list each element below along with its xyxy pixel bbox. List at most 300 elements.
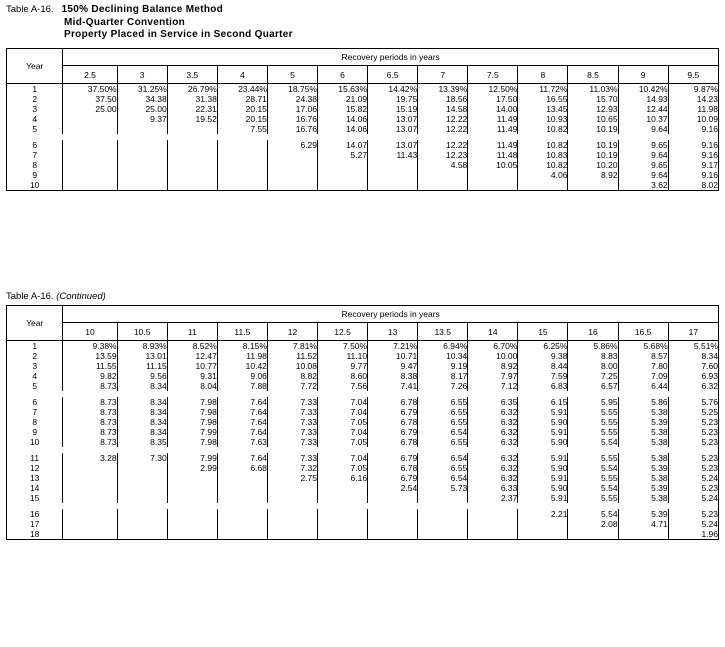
rate-cell <box>63 519 117 529</box>
rate-cell: 19.52 <box>167 114 217 124</box>
rate-cell: 7.09 <box>618 371 668 381</box>
col-header-top-12: 9.5 <box>668 66 718 84</box>
header-year-top: Year <box>7 49 63 84</box>
title-block <box>6 4 706 42</box>
rate-cell <box>468 180 518 191</box>
rate-cell: 5.90 <box>518 417 568 427</box>
rate-cell: 10.20 <box>568 160 618 170</box>
rate-cell <box>267 509 317 519</box>
table-cont-column-header-row <box>7 323 719 341</box>
rate-cell: 6.78 <box>368 463 418 473</box>
rate-cell: 8.83 <box>568 351 618 361</box>
rate-cell: 6.44 <box>618 381 668 391</box>
rate-cell <box>568 529 618 540</box>
rate-cell: 7.04 <box>318 453 368 463</box>
rate-cell: 7.98 <box>167 397 217 407</box>
rate-cell: 7.33 <box>267 407 317 417</box>
rate-cell: 5.54 <box>568 509 618 519</box>
col-header-top-2: 3.5 <box>167 66 217 84</box>
rate-cell: 11.43 <box>368 150 418 160</box>
rate-cell: 2.08 <box>568 519 618 529</box>
rate-cell: 9.56 <box>117 371 167 381</box>
rate-cell <box>267 483 317 493</box>
rate-cell: 9.19 <box>418 361 468 371</box>
rate-cell: 7.97 <box>468 371 518 381</box>
row-year-cell: 7 <box>7 407 63 417</box>
rate-cell: 6.32 <box>468 453 518 463</box>
rate-cell: 5.39 <box>618 417 668 427</box>
rate-cell <box>368 170 418 180</box>
table-title-line2: Mid-Quarter Convention <box>64 16 186 28</box>
table-row <box>7 381 719 391</box>
rate-cell: 6.55 <box>418 437 468 447</box>
rate-cell <box>217 473 267 483</box>
rate-cell: 7.33 <box>267 453 317 463</box>
rate-cell: 9.38 <box>518 351 568 361</box>
rate-cell <box>117 473 167 483</box>
rate-cell: 37.50 <box>63 94 117 104</box>
title-row <box>6 4 706 17</box>
rate-cell: 3.62 <box>618 180 668 191</box>
rate-cell: 6.78 <box>368 437 418 447</box>
rate-cell: 7.64 <box>217 417 267 427</box>
rate-cell: 13.59 <box>63 351 117 361</box>
rate-cell: 5.38 <box>618 427 668 437</box>
rate-cell <box>217 160 267 170</box>
rate-cell: 6.32 <box>468 473 518 483</box>
rate-cell <box>618 529 668 540</box>
table-row <box>7 473 719 483</box>
rate-cell: 8.34 <box>117 427 167 437</box>
rate-cell: 11.52 <box>267 351 317 361</box>
rate-cell: 7.55 <box>217 124 267 134</box>
rate-cell: 7.33 <box>267 397 317 407</box>
rate-cell: 5.23 <box>668 453 718 463</box>
rate-cell: 5.91 <box>518 473 568 483</box>
rate-cell <box>318 509 368 519</box>
rate-cell: 4.58 <box>418 160 468 170</box>
rate-cell: 8.34 <box>117 417 167 427</box>
table-row <box>7 519 719 529</box>
rate-cell: 10.77 <box>167 361 217 371</box>
rate-cell: 7.64 <box>217 453 267 463</box>
rate-cell: 6.15 <box>518 397 568 407</box>
rate-cell: 6.25% <box>518 341 568 352</box>
col-header-cont-3: 11.5 <box>217 323 267 341</box>
rate-cell: 12.44 <box>618 104 668 114</box>
rate-cell: 4.71 <box>618 519 668 529</box>
rate-cell: 8.34 <box>117 381 167 391</box>
rate-cell: 14.58 <box>418 104 468 114</box>
row-year-cell: 9 <box>7 170 63 180</box>
continued-label <box>6 291 106 302</box>
rate-cell <box>117 529 167 540</box>
rate-cell <box>63 509 117 519</box>
rate-cell: 26.79% <box>167 84 217 95</box>
row-year-cell: 2 <box>7 351 63 361</box>
rate-cell <box>117 170 167 180</box>
rate-cell: 2.37 <box>468 493 518 503</box>
rate-cell <box>167 493 217 503</box>
row-year-cell: 7 <box>7 150 63 160</box>
rate-cell: 6.55 <box>418 397 468 407</box>
row-year-cell: 11 <box>7 453 63 463</box>
rate-cell <box>167 509 217 519</box>
rate-cell: 6.32 <box>668 381 718 391</box>
rate-cell: 7.99 <box>167 427 217 437</box>
rate-cell: 5.51% <box>668 341 718 352</box>
rate-cell: 3.28 <box>63 453 117 463</box>
table-row <box>7 84 719 95</box>
rate-cell: 13.45 <box>518 104 568 114</box>
rate-cell: 37.50% <box>63 84 117 95</box>
rate-cell: 5.55 <box>568 493 618 503</box>
rate-cell <box>167 519 217 529</box>
table-row <box>7 94 719 104</box>
rate-cell: 6.78 <box>368 417 418 427</box>
rate-cell: 5.27 <box>318 150 368 160</box>
rate-cell <box>267 180 317 191</box>
col-header-cont-7: 13.5 <box>418 323 468 341</box>
rate-cell <box>368 160 418 170</box>
rate-cell: 6.55 <box>418 463 468 473</box>
rate-cell: 34.38 <box>117 94 167 104</box>
rate-cell: 8.57 <box>618 351 668 361</box>
rate-cell <box>518 180 568 191</box>
rate-cell <box>217 509 267 519</box>
rate-cell: 13.07 <box>368 124 418 134</box>
rate-cell: 5.91 <box>518 493 568 503</box>
row-year-cell: 2 <box>7 94 63 104</box>
rate-cell: 7.33 <box>267 427 317 437</box>
col-header-cont-6: 13 <box>368 323 418 341</box>
rate-cell: 12.22 <box>418 114 468 124</box>
rate-cell: 8.38 <box>368 371 418 381</box>
rate-cell: 7.64 <box>217 407 267 417</box>
rate-cell: 7.04 <box>318 427 368 437</box>
rate-cell: 10.42 <box>217 361 267 371</box>
rate-cell <box>117 519 167 529</box>
row-year-cell: 15 <box>7 493 63 503</box>
rate-cell: 10.19 <box>568 150 618 160</box>
rate-cell: 25.00 <box>117 104 167 114</box>
rate-cell: 5.91 <box>518 407 568 417</box>
rate-cell <box>63 140 117 150</box>
rate-cell <box>418 509 468 519</box>
table-row <box>7 427 719 437</box>
table-top-body <box>7 84 719 191</box>
col-header-top-0: 2.5 <box>63 66 117 84</box>
rate-cell <box>217 150 267 160</box>
row-year-cell: 18 <box>7 529 63 540</box>
table-title-line1: 150% Declining Balance Method <box>61 4 224 15</box>
rate-cell: 7.25 <box>568 371 618 381</box>
rate-cell: 8.35 <box>117 437 167 447</box>
col-header-cont-8: 14 <box>468 323 518 341</box>
rate-cell: 10.00 <box>468 351 518 361</box>
rate-cell: 5.25 <box>668 407 718 417</box>
rate-cell: 2.99 <box>167 463 217 473</box>
rate-cell <box>368 509 418 519</box>
rate-cell <box>518 529 568 540</box>
rate-cell: 8.44 <box>518 361 568 371</box>
table-row <box>7 493 719 503</box>
rate-cell: 6.83 <box>518 381 568 391</box>
rate-cell: 13.07 <box>368 114 418 124</box>
rate-cell: 8.82 <box>267 371 317 381</box>
rate-cell <box>167 140 217 150</box>
rate-cell <box>167 150 217 160</box>
rate-cell: 7.05 <box>318 437 368 447</box>
rate-cell <box>267 170 317 180</box>
table-row <box>7 453 719 463</box>
rate-cell: 22.31 <box>167 104 217 114</box>
rate-cell: 8.73 <box>63 427 117 437</box>
rate-cell <box>63 170 117 180</box>
row-year-cell: 14 <box>7 483 63 493</box>
col-header-cont-9: 15 <box>518 323 568 341</box>
rate-cell <box>318 160 368 170</box>
rate-cell: 5.23 <box>668 509 718 519</box>
col-header-cont-0: 10 <box>63 323 117 341</box>
rate-cell: 16.76 <box>267 124 317 134</box>
rate-cell <box>63 493 117 503</box>
col-header-top-9: 8 <box>518 66 568 84</box>
rate-cell: 15.63% <box>318 84 368 95</box>
rate-cell: 11.10 <box>318 351 368 361</box>
rate-cell <box>167 124 217 134</box>
rate-cell: 8.34 <box>117 407 167 417</box>
rate-cell: 7.05 <box>318 417 368 427</box>
rate-cell: 2.54 <box>368 483 418 493</box>
table-label: Table A-16. <box>6 4 54 15</box>
row-year-cell: 13 <box>7 473 63 483</box>
rate-cell: 10.19 <box>568 124 618 134</box>
rate-cell <box>117 140 167 150</box>
rate-cell: 9.38% <box>63 341 117 352</box>
rate-cell: 28.71 <box>217 94 267 104</box>
rate-cell: 15.82 <box>318 104 368 114</box>
rate-cell: 19.75 <box>368 94 418 104</box>
row-year-cell: 10 <box>7 437 63 447</box>
rate-cell: 6.32 <box>468 463 518 473</box>
rate-cell: 5.39 <box>618 483 668 493</box>
rate-cell: 14.00 <box>468 104 518 114</box>
col-header-cont-10: 16 <box>568 323 618 341</box>
table-title-line3: Property Placed in Service in Second Quarter <box>64 29 293 40</box>
rate-cell: 7.64 <box>217 427 267 437</box>
rate-cell <box>518 519 568 529</box>
header-recovery-periods-cont: Recovery periods in years <box>63 306 719 323</box>
col-header-top-4: 5 <box>267 66 317 84</box>
rate-cell: 1.96 <box>668 529 718 540</box>
rate-cell: 5.38 <box>618 453 668 463</box>
rate-cell: 16.76 <box>267 114 317 124</box>
rate-cell: 5.55 <box>568 407 618 417</box>
rate-cell: 17.06 <box>267 104 317 114</box>
rate-cell: 24.38 <box>267 94 317 104</box>
rate-cell: 5.38 <box>618 437 668 447</box>
rate-cell <box>63 124 117 134</box>
rate-cell: 9.16 <box>668 124 718 134</box>
rate-cell: 5.38 <box>618 493 668 503</box>
rate-cell: 31.25% <box>117 84 167 95</box>
rate-cell: 5.23 <box>668 437 718 447</box>
rate-cell <box>267 529 317 540</box>
table-row <box>7 371 719 381</box>
rate-cell: 9.37 <box>117 114 167 124</box>
rate-cell: 7.12 <box>468 381 518 391</box>
rate-cell: 5.91 <box>518 453 568 463</box>
header-year-cont: Year <box>7 306 63 341</box>
rate-cell: 6.35 <box>468 397 518 407</box>
rate-cell: 12.22 <box>418 140 468 150</box>
rate-cell: 6.68 <box>217 463 267 473</box>
rate-cell: 7.81% <box>267 341 317 352</box>
rate-cell: 10.09 <box>668 114 718 124</box>
rate-cell: 10.65 <box>568 114 618 124</box>
rate-cell <box>368 180 418 191</box>
rate-cell: 13.39% <box>418 84 468 95</box>
rate-cell <box>368 519 418 529</box>
rate-cell <box>418 529 468 540</box>
table-row <box>7 124 719 134</box>
rate-cell: 5.54 <box>568 463 618 473</box>
rate-cell: 11.49 <box>468 140 518 150</box>
rate-cell <box>217 170 267 180</box>
rate-cell: 10.93 <box>518 114 568 124</box>
rate-cell: 6.16 <box>318 473 368 483</box>
rate-cell: 31.38 <box>167 94 217 104</box>
rate-cell: 10.82 <box>518 160 568 170</box>
rate-cell: 16.55 <box>518 94 568 104</box>
rate-cell: 15.70 <box>568 94 618 104</box>
col-header-cont-2: 11 <box>167 323 217 341</box>
rate-cell <box>117 463 167 473</box>
rate-cell: 5.24 <box>668 473 718 483</box>
rate-cell: 7.50% <box>318 341 368 352</box>
rate-cell <box>468 509 518 519</box>
continued-note: (Continued) <box>56 291 106 302</box>
rate-cell: 20.15 <box>217 114 267 124</box>
rate-cell: 10.19 <box>568 140 618 150</box>
rate-cell: 9.65 <box>618 160 668 170</box>
rate-cell: 6.54 <box>418 473 468 483</box>
rate-cell: 5.76 <box>668 397 718 407</box>
rate-cell: 9.16 <box>668 170 718 180</box>
rate-cell: 9.64 <box>618 170 668 180</box>
rate-cell <box>63 180 117 191</box>
rate-cell: 5.39 <box>618 509 668 519</box>
row-year-cell: 4 <box>7 114 63 124</box>
rate-cell: 7.98 <box>167 417 217 427</box>
rate-cell: 8.93% <box>117 341 167 352</box>
rate-cell <box>117 180 167 191</box>
table-row <box>7 140 719 150</box>
rate-cell: 5.95 <box>568 397 618 407</box>
rate-cell: 5.54 <box>568 437 618 447</box>
rate-cell <box>468 170 518 180</box>
rate-cell: 11.55 <box>63 361 117 371</box>
table-top-column-header-row <box>7 66 719 84</box>
rate-cell: 17.50 <box>468 94 518 104</box>
row-year-cell: 1 <box>7 341 63 352</box>
rate-cell: 8.73 <box>63 397 117 407</box>
rate-cell <box>318 519 368 529</box>
rate-cell: 7.33 <box>267 437 317 447</box>
rate-cell: 11.49 <box>468 124 518 134</box>
row-year-cell: 3 <box>7 104 63 114</box>
row-year-cell: 3 <box>7 361 63 371</box>
row-year-cell: 6 <box>7 397 63 407</box>
rate-cell: 12.22 <box>418 124 468 134</box>
rate-cell: 6.78 <box>368 397 418 407</box>
row-year-cell: 8 <box>7 160 63 170</box>
rate-cell: 8.17 <box>418 371 468 381</box>
rate-cell <box>318 483 368 493</box>
table-cont-group-header-row <box>7 306 719 323</box>
col-header-top-10: 8.5 <box>568 66 618 84</box>
table-row <box>7 361 719 371</box>
rate-cell <box>267 150 317 160</box>
rate-cell: 5.23 <box>668 427 718 437</box>
rate-cell <box>217 140 267 150</box>
rate-cell: 8.73 <box>63 381 117 391</box>
table-row <box>7 463 719 473</box>
rate-cell <box>117 124 167 134</box>
rate-cell: 6.54 <box>418 427 468 437</box>
rate-cell <box>318 493 368 503</box>
rate-cell: 7.63 <box>217 437 267 447</box>
table-cont-body <box>7 341 719 540</box>
rate-cell <box>368 493 418 503</box>
rate-cell: 8.00 <box>568 361 618 371</box>
rate-cell: 7.26 <box>418 381 468 391</box>
rate-cell: 5.55 <box>568 427 618 437</box>
rate-cell: 14.06 <box>318 114 368 124</box>
row-year-cell: 17 <box>7 519 63 529</box>
rate-cell: 12.93 <box>568 104 618 114</box>
rate-cell <box>318 529 368 540</box>
rate-cell: 8.73 <box>63 417 117 427</box>
rate-cell: 6.79 <box>368 407 418 417</box>
rate-cell: 6.55 <box>418 407 468 417</box>
col-header-top-5: 6 <box>318 66 368 84</box>
rate-cell: 6.54 <box>418 453 468 463</box>
rate-cell <box>167 180 217 191</box>
header-recovery-periods-top: Recovery periods in years <box>63 49 719 66</box>
table-top-group-header-row <box>7 49 719 66</box>
rate-cell: 7.80 <box>618 361 668 371</box>
rate-cell: 25.00 <box>63 104 117 114</box>
rate-cell: 7.64 <box>217 397 267 407</box>
rate-cell <box>418 170 468 180</box>
rate-cell: 9.87% <box>668 84 718 95</box>
rate-cell: 5.23 <box>668 483 718 493</box>
rate-cell: 6.29 <box>267 140 317 150</box>
rate-cell: 8.92 <box>468 361 518 371</box>
rate-cell: 5.90 <box>518 463 568 473</box>
rate-cell <box>63 473 117 483</box>
rate-cell: 12.47 <box>167 351 217 361</box>
rate-cell: 9.31 <box>167 371 217 381</box>
rate-cell <box>117 150 167 160</box>
rate-cell: 5.91 <box>518 427 568 437</box>
row-year-cell: 8 <box>7 417 63 427</box>
rate-cell: 12.23 <box>418 150 468 160</box>
rate-cell: 9.65 <box>618 140 668 150</box>
rate-cell: 7.04 <box>318 397 368 407</box>
